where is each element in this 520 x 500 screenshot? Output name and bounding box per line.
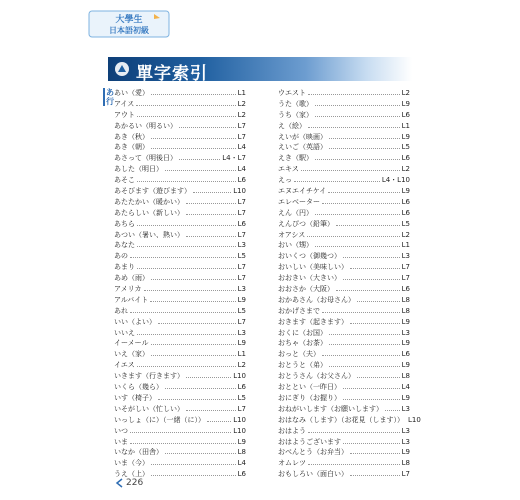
- index-entry: [278, 175, 410, 186]
- index-entry: [278, 240, 410, 251]
- index-entry: [114, 360, 246, 371]
- dot-leader: [343, 251, 400, 258]
- entry-word: え（絵）: [278, 121, 306, 130]
- index-entry: [114, 317, 246, 328]
- index-entry: [278, 437, 410, 448]
- dot-leader: [151, 458, 236, 465]
- entry-lesson: L4: [237, 165, 246, 174]
- entry-lesson: L3: [237, 285, 246, 294]
- dot-leader: [322, 306, 400, 313]
- entry-lesson: L4: [237, 143, 246, 152]
- dot-leader: [186, 208, 236, 215]
- entry-lesson: L7: [237, 132, 246, 141]
- entry-word: あたらしい（新しい）: [114, 208, 184, 217]
- entry-lesson: L6: [237, 176, 246, 185]
- index-entry: [278, 447, 410, 458]
- dot-leader: [151, 142, 236, 149]
- entry-lesson: L7: [237, 404, 246, 413]
- entry-word: あさって（明後日）: [114, 154, 177, 163]
- dot-leader: [329, 360, 400, 367]
- dot-leader: [179, 153, 220, 160]
- index-entry: [114, 328, 246, 339]
- entry-lesson: L5: [237, 306, 246, 315]
- entry-word: あそこ: [114, 176, 135, 185]
- entry-lesson: L6: [237, 470, 246, 479]
- entry-lesson: L10: [408, 415, 421, 424]
- index-entry: [114, 349, 246, 360]
- entry-word: アメリカ: [114, 285, 142, 294]
- entry-lesson: L9: [237, 295, 246, 304]
- entry-word: オアシス: [278, 230, 306, 239]
- entry-word: オムレツ: [278, 459, 306, 468]
- index-entry: [278, 208, 410, 219]
- entry-lesson: L9: [237, 339, 246, 348]
- index-entry: [278, 142, 410, 153]
- entry-lesson: L6: [237, 219, 246, 228]
- index-entry: [114, 230, 246, 241]
- index-entry: [278, 415, 421, 426]
- index-entry: [114, 306, 246, 317]
- index-entry: [114, 175, 246, 186]
- entry-lesson: L5: [237, 252, 246, 261]
- book-logo: [88, 10, 170, 38]
- entry-word: おべんとう（お弁当）: [278, 448, 348, 457]
- index-entry: [278, 469, 410, 480]
- dot-leader: [343, 273, 400, 280]
- dot-leader: [137, 175, 236, 182]
- entry-lesson: L2: [401, 89, 410, 97]
- index-entry: [114, 393, 246, 404]
- entry-lesson: L7: [401, 263, 410, 272]
- entry-word: いい（よい）: [114, 317, 156, 326]
- entry-lesson: L7: [401, 470, 410, 479]
- entry-word: あれ: [114, 306, 128, 315]
- dot-leader: [130, 437, 236, 444]
- index-entry: [278, 230, 410, 241]
- dot-leader: [158, 393, 236, 400]
- entry-word: あたたかい（暖かい）: [114, 197, 184, 206]
- entry-lesson: L9: [401, 393, 410, 402]
- entry-lesson: L2: [401, 165, 410, 174]
- index-entry: [114, 262, 246, 273]
- entry-word: おにぎり（お握り）: [278, 393, 341, 402]
- index-entry: [278, 371, 410, 382]
- entry-lesson: L6: [237, 383, 246, 392]
- index-entry: [114, 338, 246, 349]
- entry-word: いす（椅子）: [114, 393, 156, 402]
- entry-lesson: L2: [237, 110, 246, 119]
- index-entry: [278, 349, 410, 360]
- entry-word: あき（秋）: [114, 132, 149, 141]
- dot-leader: [343, 437, 400, 444]
- entry-word: アウト: [114, 110, 135, 119]
- entry-lesson: L3: [401, 426, 410, 435]
- dot-leader: [315, 99, 400, 106]
- index-entry: [114, 186, 246, 197]
- dot-leader: [315, 208, 400, 215]
- entry-word: あめ（雨）: [114, 274, 149, 283]
- dot-leader: [137, 219, 236, 226]
- entry-word: おおきい（大きい）: [278, 274, 341, 283]
- dot-leader: [350, 317, 400, 324]
- index-entry: [278, 197, 410, 208]
- index-entry: [114, 132, 246, 143]
- entry-lesson: L10: [233, 426, 246, 435]
- dot-leader: [151, 469, 236, 476]
- dot-leader: [207, 415, 231, 422]
- dot-leader: [315, 240, 400, 247]
- index-entry: [278, 186, 410, 197]
- entry-lesson: L7: [237, 208, 246, 217]
- index-entry: [278, 382, 410, 393]
- dot-leader: [144, 284, 236, 291]
- entry-lesson: L8: [237, 448, 246, 457]
- index-entry: [114, 251, 246, 262]
- entry-lesson: L9: [401, 448, 410, 457]
- entry-word: あまり: [114, 263, 135, 272]
- dot-leader: [130, 306, 236, 313]
- index-entry: [114, 88, 246, 99]
- entry-word: いそがしい（忙しい）: [114, 404, 184, 413]
- page-arrow-icon: [114, 478, 124, 488]
- index-entry: [278, 219, 410, 230]
- dot-leader: [315, 153, 400, 160]
- index-entry: [278, 328, 410, 339]
- entry-word: あの: [114, 252, 128, 261]
- section-title-bar: [108, 57, 412, 84]
- index-entry: [114, 153, 246, 164]
- entry-word: アイス: [114, 99, 135, 108]
- entry-lesson: L1: [401, 241, 410, 250]
- dot-leader: [329, 338, 400, 345]
- dot-leader: [130, 426, 231, 433]
- entry-lesson: L10: [233, 187, 246, 196]
- entry-word: おおさか（大阪）: [278, 285, 334, 294]
- dot-leader: [179, 121, 236, 128]
- dot-leader: [350, 469, 400, 476]
- entry-word: あした（明日）: [114, 165, 163, 174]
- entry-word: おはようございます: [278, 437, 341, 446]
- dot-leader: [186, 230, 236, 237]
- entry-word: えいご（英語）: [278, 143, 327, 152]
- entry-lesson: L6: [401, 285, 410, 294]
- entry-word: おかげさまで: [278, 306, 320, 315]
- index-entry: [114, 273, 246, 284]
- dot-leader: [307, 230, 399, 237]
- entry-word: おとうと（弟）: [278, 361, 327, 370]
- entry-lesson: L8: [401, 459, 410, 468]
- entry-lesson: L7: [237, 121, 246, 130]
- entry-word: あそびます（遊びます）: [114, 187, 191, 196]
- entry-lesson: L4: [237, 459, 246, 468]
- dot-leader: [137, 110, 236, 117]
- index-entry: [114, 382, 246, 393]
- entry-word: あちら: [114, 219, 135, 228]
- entry-lesson: L3: [401, 437, 410, 446]
- entry-lesson: L3: [401, 252, 410, 261]
- index-entry: [278, 338, 410, 349]
- index-entry: [278, 88, 410, 99]
- entry-word: うた（歌）: [278, 99, 313, 108]
- dot-leader: [308, 458, 400, 465]
- entry-word: いなか（田舎）: [114, 448, 163, 457]
- index-entry: [278, 251, 410, 262]
- entry-lesson: L8: [401, 306, 410, 315]
- dot-leader: [165, 382, 236, 389]
- index-entry: [278, 284, 410, 295]
- index-entry: [114, 99, 246, 110]
- dot-leader: [136, 99, 235, 106]
- entry-word: おとうさん（お父さん）: [278, 372, 355, 381]
- entry-word: エヌエイチケイ: [278, 187, 327, 196]
- index-entry: [278, 121, 410, 132]
- entry-word: おきます（起きます）: [278, 317, 348, 326]
- entry-word: えっ: [278, 176, 292, 185]
- dot-leader: [308, 88, 400, 95]
- entry-word: いくら（幾ら）: [114, 383, 163, 392]
- index-entry: [114, 458, 246, 469]
- entry-lesson: L6: [401, 208, 410, 217]
- entry-lesson: L10: [233, 372, 246, 381]
- entry-word: いつ: [114, 426, 128, 435]
- entry-lesson: L9: [401, 187, 410, 196]
- entry-lesson: L6: [401, 154, 410, 163]
- entry-lesson: L6: [401, 350, 410, 359]
- entry-word: おい（甥）: [278, 241, 313, 250]
- entry-lesson: L9: [401, 361, 410, 370]
- svg-text:大學生: 大學生: [115, 15, 143, 25]
- entry-word: いっしょ（に）（一緒（に））: [114, 415, 205, 424]
- dot-leader: [308, 426, 400, 433]
- entry-lesson: L10: [233, 415, 246, 424]
- entry-lesson: L7: [237, 274, 246, 283]
- dot-leader: [165, 164, 236, 171]
- dot-leader: [308, 121, 400, 128]
- entry-word: おはよう: [278, 426, 306, 435]
- entry-word: おいくつ（御幾つ）: [278, 252, 341, 261]
- index-entry: [278, 99, 410, 110]
- dot-leader: [186, 197, 236, 204]
- dot-leader: [137, 328, 236, 335]
- index-column-left: [114, 88, 246, 480]
- index-entry: [114, 295, 246, 306]
- dot-leader: [151, 132, 236, 139]
- entry-lesson: L4・L10: [381, 176, 410, 185]
- entry-lesson: L1: [237, 350, 246, 359]
- entry-lesson: L3: [237, 241, 246, 250]
- entry-lesson: L9: [401, 132, 410, 141]
- entry-lesson: L4・L7: [222, 154, 246, 163]
- entry-lesson: L3: [237, 328, 246, 337]
- entry-word: あなた: [114, 241, 135, 250]
- dot-leader: [151, 349, 236, 356]
- dot-leader: [301, 164, 400, 171]
- entry-word: いいえ: [114, 328, 135, 337]
- entry-word: いま: [114, 437, 128, 446]
- entry-word: あい（愛）: [114, 89, 149, 97]
- entry-lesson: L3: [401, 404, 410, 413]
- index-entry: [114, 404, 246, 415]
- dot-leader: [357, 371, 400, 378]
- page-title: 單字索引: [136, 64, 208, 84]
- entry-word: イーメール: [114, 339, 149, 348]
- entry-word: イエス: [114, 361, 135, 370]
- index-entry: [114, 447, 246, 458]
- dot-leader: [357, 295, 400, 302]
- index-entry: [278, 306, 410, 317]
- dot-leader: [350, 447, 400, 454]
- entry-word: うち（家）: [278, 110, 313, 119]
- dot-leader: [322, 349, 400, 356]
- dot-leader: [186, 371, 231, 378]
- dot-leader: [343, 382, 400, 389]
- entry-word: えいが（映画）: [278, 132, 327, 141]
- index-entry: [278, 458, 410, 469]
- entry-lesson: L7: [237, 197, 246, 206]
- index-entry: [278, 426, 410, 437]
- dot-leader: [193, 186, 231, 193]
- index-entry: [114, 219, 246, 230]
- section-marker: あ行: [103, 88, 115, 106]
- entry-lesson: L5: [237, 393, 246, 402]
- index-entry: [114, 426, 246, 437]
- entry-lesson: L3: [401, 328, 410, 337]
- index-entry: [278, 360, 410, 371]
- entry-word: エレベーター: [278, 197, 320, 206]
- entry-lesson: L1: [237, 89, 246, 97]
- index-entry: [278, 110, 410, 121]
- entry-word: おととい（一昨日）: [278, 383, 341, 392]
- entry-word: うえ（上）: [114, 470, 149, 479]
- entry-word: ウエスト: [278, 89, 306, 97]
- index-entry: [114, 197, 246, 208]
- index-entry: [278, 132, 410, 143]
- index-entry: [278, 153, 410, 164]
- dot-leader: [294, 175, 380, 182]
- dot-leader: [151, 273, 236, 280]
- entry-word: いえ（家）: [114, 350, 149, 359]
- dot-leader: [329, 328, 400, 335]
- index-entry: [114, 371, 246, 382]
- index-entry: [278, 295, 410, 306]
- entry-word: おねがいします（お願いします）: [278, 404, 383, 413]
- entry-lesson: L9: [401, 99, 410, 108]
- entry-lesson: L7: [401, 274, 410, 283]
- entry-word: おかあさん（お母さん）: [278, 295, 355, 304]
- svg-text:日本語初級: 日本語初級: [109, 26, 149, 35]
- dot-leader: [343, 393, 400, 400]
- entry-word: あき（朝）: [114, 143, 149, 152]
- dot-leader: [158, 317, 236, 324]
- entry-word: おいしい（美味しい）: [278, 263, 348, 272]
- dot-leader: [336, 284, 400, 291]
- entry-word: えんぴつ（鉛筆）: [278, 219, 334, 228]
- entry-word: いま（今）: [114, 459, 149, 468]
- dot-leader: [336, 219, 400, 226]
- dot-leader: [137, 240, 236, 247]
- index-entry: [114, 415, 246, 426]
- dot-leader: [329, 132, 400, 139]
- index-entry: [114, 208, 246, 219]
- entry-word: アルバイト: [114, 295, 149, 304]
- entry-lesson: L1: [401, 121, 410, 130]
- entry-word: おちゃ（お茶）: [278, 339, 327, 348]
- index-entry: [114, 437, 246, 448]
- dot-leader: [165, 447, 236, 454]
- entry-lesson: L4: [401, 383, 410, 392]
- index-entry: [114, 164, 246, 175]
- entry-word: あつい（暑い、熱い）: [114, 230, 184, 239]
- entry-word: えん（円）: [278, 208, 313, 217]
- index-entry: [114, 142, 246, 153]
- entry-lesson: L2: [237, 99, 246, 108]
- entry-lesson: L5: [401, 143, 410, 152]
- index-entry: [114, 110, 246, 121]
- entry-word: おはなみ（します）（お花見（します））: [278, 415, 404, 424]
- entry-word: おもしろい（面白い）: [278, 470, 348, 479]
- dot-leader: [322, 197, 400, 204]
- entry-lesson: L7: [237, 263, 246, 272]
- entry-word: おっと（夫）: [278, 350, 320, 359]
- entry-lesson: L6: [401, 197, 410, 206]
- entry-word: えき（駅）: [278, 154, 313, 163]
- dot-leader: [350, 262, 400, 269]
- entry-word: エキス: [278, 165, 299, 174]
- index-marker-icon: [114, 61, 130, 77]
- index-entry: [278, 262, 410, 273]
- entry-lesson: L8: [401, 295, 410, 304]
- index-entry: [278, 404, 410, 415]
- entry-word: おくに（お国）: [278, 328, 327, 337]
- dot-leader: [137, 262, 236, 269]
- dot-leader: [328, 186, 399, 193]
- index-entry: [114, 240, 246, 251]
- index-entry: [278, 393, 410, 404]
- dot-leader: [130, 251, 236, 258]
- index-entry: [278, 273, 410, 284]
- index-entry: [114, 284, 246, 295]
- dot-leader: [315, 110, 400, 117]
- entry-word: いきます（行きます）: [114, 372, 184, 381]
- page-number: 226: [126, 478, 144, 488]
- entry-lesson: L9: [237, 437, 246, 446]
- index-entry: [278, 317, 410, 328]
- dot-leader: [329, 142, 400, 149]
- dot-leader: [186, 404, 236, 411]
- dot-leader: [150, 295, 235, 302]
- entry-word: あかるい（明るい）: [114, 121, 177, 130]
- entry-lesson: L2: [237, 361, 246, 370]
- entry-lesson: L5: [401, 219, 410, 228]
- entry-lesson: L9: [401, 339, 410, 348]
- index-column-right: [278, 88, 421, 480]
- dot-leader: [151, 338, 236, 345]
- entry-lesson: L7: [237, 230, 246, 239]
- dot-leader: [151, 88, 236, 95]
- entry-lesson: L9: [401, 317, 410, 326]
- index-entry: [114, 121, 246, 132]
- dot-leader: [137, 360, 236, 367]
- entry-lesson: L8: [401, 372, 410, 381]
- entry-lesson: L2: [401, 230, 410, 239]
- entry-lesson: L7: [237, 317, 246, 326]
- index-entry: [278, 164, 410, 175]
- entry-lesson: L6: [401, 110, 410, 119]
- dot-leader: [385, 404, 400, 411]
